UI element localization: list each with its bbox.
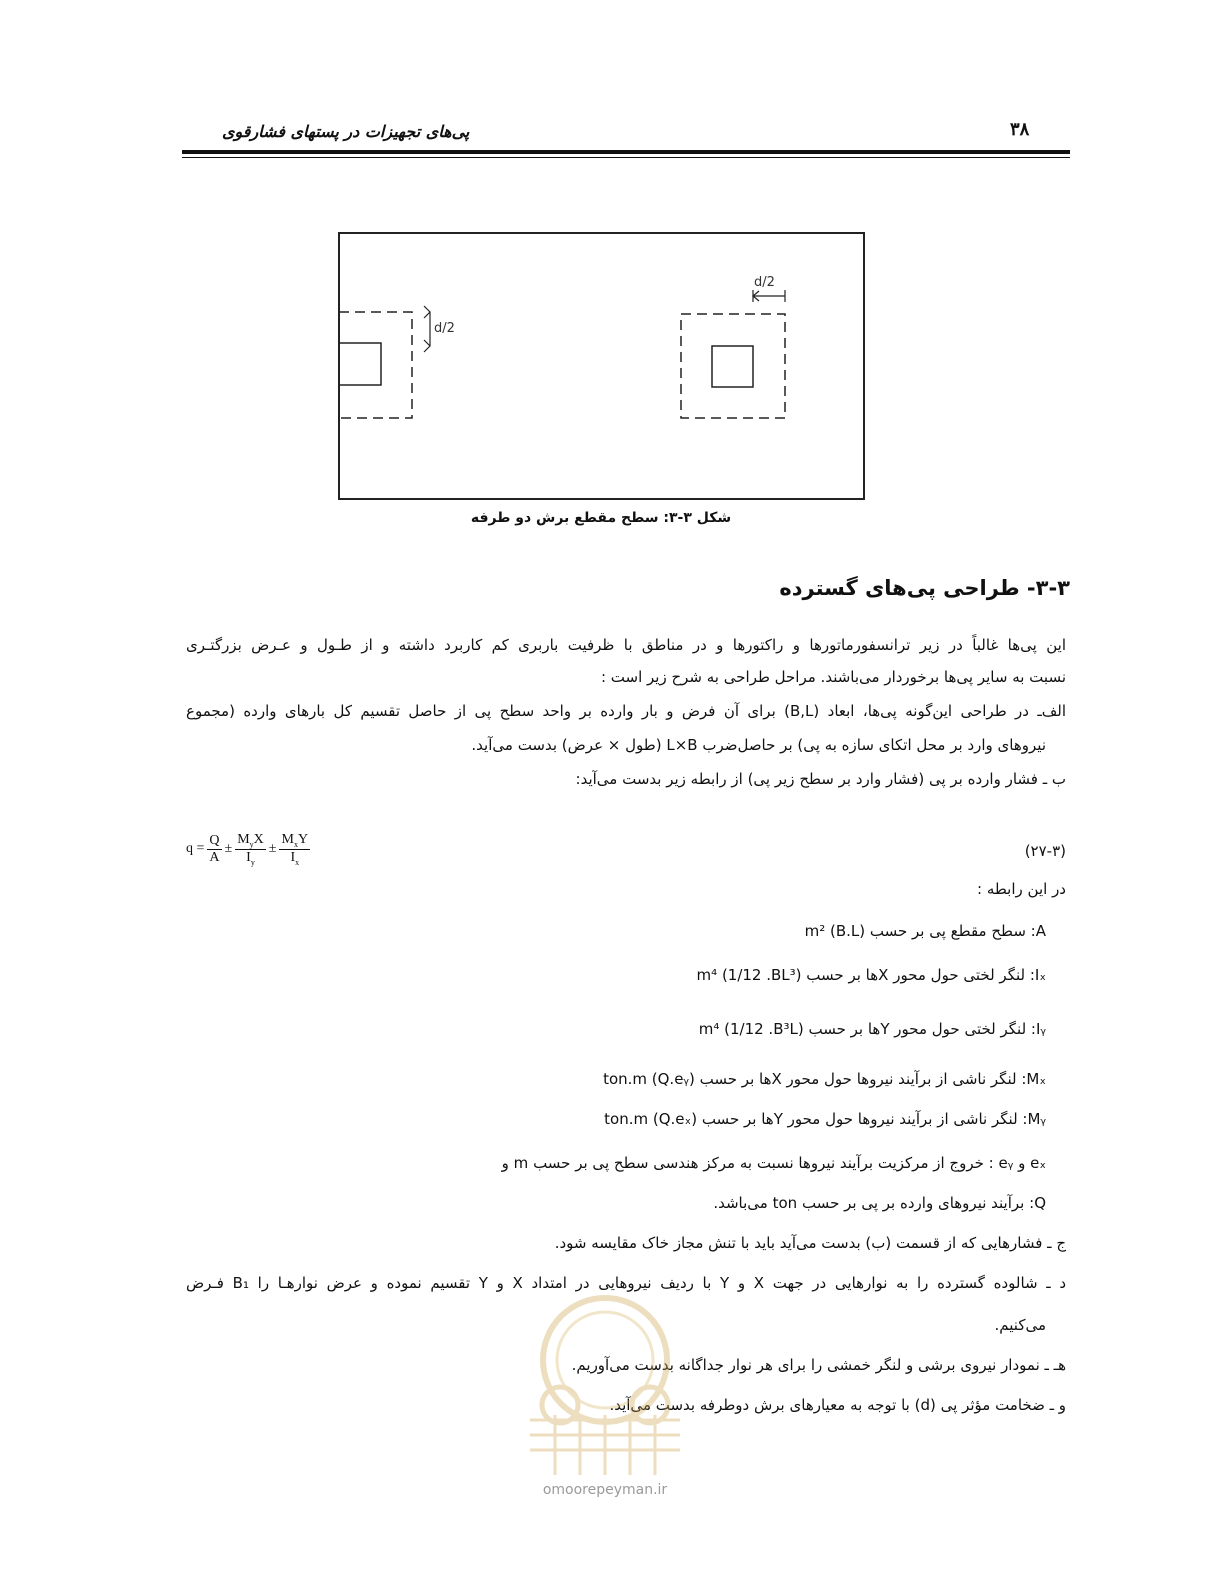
definition-My: Mᵧ: لنگر ناشی از برآیند نیروها حول محور Yها بر حسب ton.m (Q.eₓ) — [604, 1110, 1046, 1128]
left-column — [339, 343, 381, 385]
item-he: هـ ـ نمودار نیروی برشی و لنگر خمشی را برای هر نوار جداگانه بدست می‌آوریم. — [571, 1356, 1066, 1374]
right-column — [712, 346, 753, 387]
in-this-relation: در این رابطه : — [977, 880, 1066, 898]
formula-term-1: $\frac{Q}{A}$ — [209, 832, 220, 865]
left-critical-perimeter — [339, 312, 412, 418]
formula-term-2: $\frac{M_yX}{I_y}$ — [237, 832, 264, 867]
item-be: ب ـ فشار وارده بر پی (فشار وارد بر سطح زیر پی) از رابطه زیر بدست می‌آید: — [575, 770, 1066, 788]
right-critical-perimeter — [681, 314, 785, 418]
running-header-title: پی‌های تجهیزات در پستهای فشارقوی — [222, 122, 470, 141]
definition-Ix: Iₓ: لنگر لختی حول محور Xها بر حسب m⁴ (1/12 .BL³) — [696, 966, 1046, 984]
pressure-formula — [186, 832, 310, 867]
item-alef-line-2: نیروهای وارد بر محل اتکای سازه به پی) بر حاصل‌ضرب L×B (طول × عرض) بدست می‌آید. — [471, 736, 1046, 754]
definition-e: eₓ و eᵧ : خروج از مرکزیت برآیند نیروها نسبت به مرکز هندسی سطح پی بر حسب m و — [501, 1154, 1046, 1172]
definition-Mx: Mₓ: لنگر ناشی از برآیند نیروها حول محور Xها بر حسب ton.m (Q.eᵧ) — [603, 1070, 1046, 1088]
left-dimension-arrow — [424, 306, 430, 352]
left-dimension-label: d/2 — [434, 321, 455, 336]
definition-A: A: سطح مقطع پی بر حسب m² (B.L) — [804, 922, 1046, 940]
item-vav: و ـ ضخامت مؤثر پی (d) با توجه به معیارهای برش دوطرفه بدست می‌آید. — [609, 1396, 1066, 1414]
figure-punching-shear-diagram — [336, 230, 868, 505]
equation-number: (۲۷-۳) — [1024, 842, 1066, 860]
item-alef-line-1: الف‌ـ در طراحی این‌گونه پی‌ها، ابعاد (B,L) برای آن فرض و بار وارده بر واحد سطح پی از حاصل تقسیم کل بارهای وارده (مجموع — [186, 702, 1066, 720]
watermark-url: omoorepeyman.ir — [542, 1482, 668, 1498]
item-jim: ج ـ فشارهایی که از قسمت (ب) بدست می‌آید باید با تنش مجاز خاک مقایسه شود. — [554, 1234, 1066, 1252]
paragraph-intro-line-2: نسبت به سایر پی‌ها برخوردار می‌باشند. مراحل طراحی به شرح زیر است : — [600, 668, 1066, 686]
formula-lhs: q = — [186, 841, 205, 857]
header-rule-thick — [182, 150, 1070, 154]
item-dal-line-1: د ـ شالوده گسترده را به نوارهایی در جهت X و Y با ردیف نیروهایی در امتداد X و Y تقسیم نموده و عرض نوارهـا را B₁ فـرض — [186, 1274, 1067, 1292]
watermark-seal-logo — [500, 1290, 710, 1480]
header-rule-thin — [182, 157, 1070, 158]
definition-Iy: Iᵧ: لنگر لختی حول محور Yها بر حسب m⁴ (1/12 .B³L) — [698, 1020, 1046, 1038]
right-dimension-arrow — [753, 290, 785, 302]
page-number: ۳۸ — [1010, 119, 1030, 140]
formula-op-2: ± — [268, 841, 277, 857]
definition-Q: Q: برآیند نیروهای وارده بر پی بر حسب ton می‌باشد. — [713, 1194, 1046, 1212]
section-heading: ۳-۳- طراحی پی‌های گسترده — [779, 576, 1070, 600]
figure-caption: شکل ۳-۳: سطح مقطع برش دو طرفه — [470, 510, 732, 526]
formula-term-3: $\frac{M_xY}{I_x}$ — [281, 832, 309, 867]
item-dal-line-2: می‌کنیم. — [994, 1316, 1046, 1334]
formula-op-1: ± — [224, 841, 233, 857]
right-dimension-label: d/2 — [754, 275, 775, 290]
slab-outline — [339, 233, 864, 499]
paragraph-intro-line-1: این پی‌ها غالباً در زیر ترانسفورماتورها و راکتورها و در مناطق با ظرفیت باربری کم کاربرد داشته و از طـول و عـرض بزرگتـری — [186, 636, 1066, 654]
